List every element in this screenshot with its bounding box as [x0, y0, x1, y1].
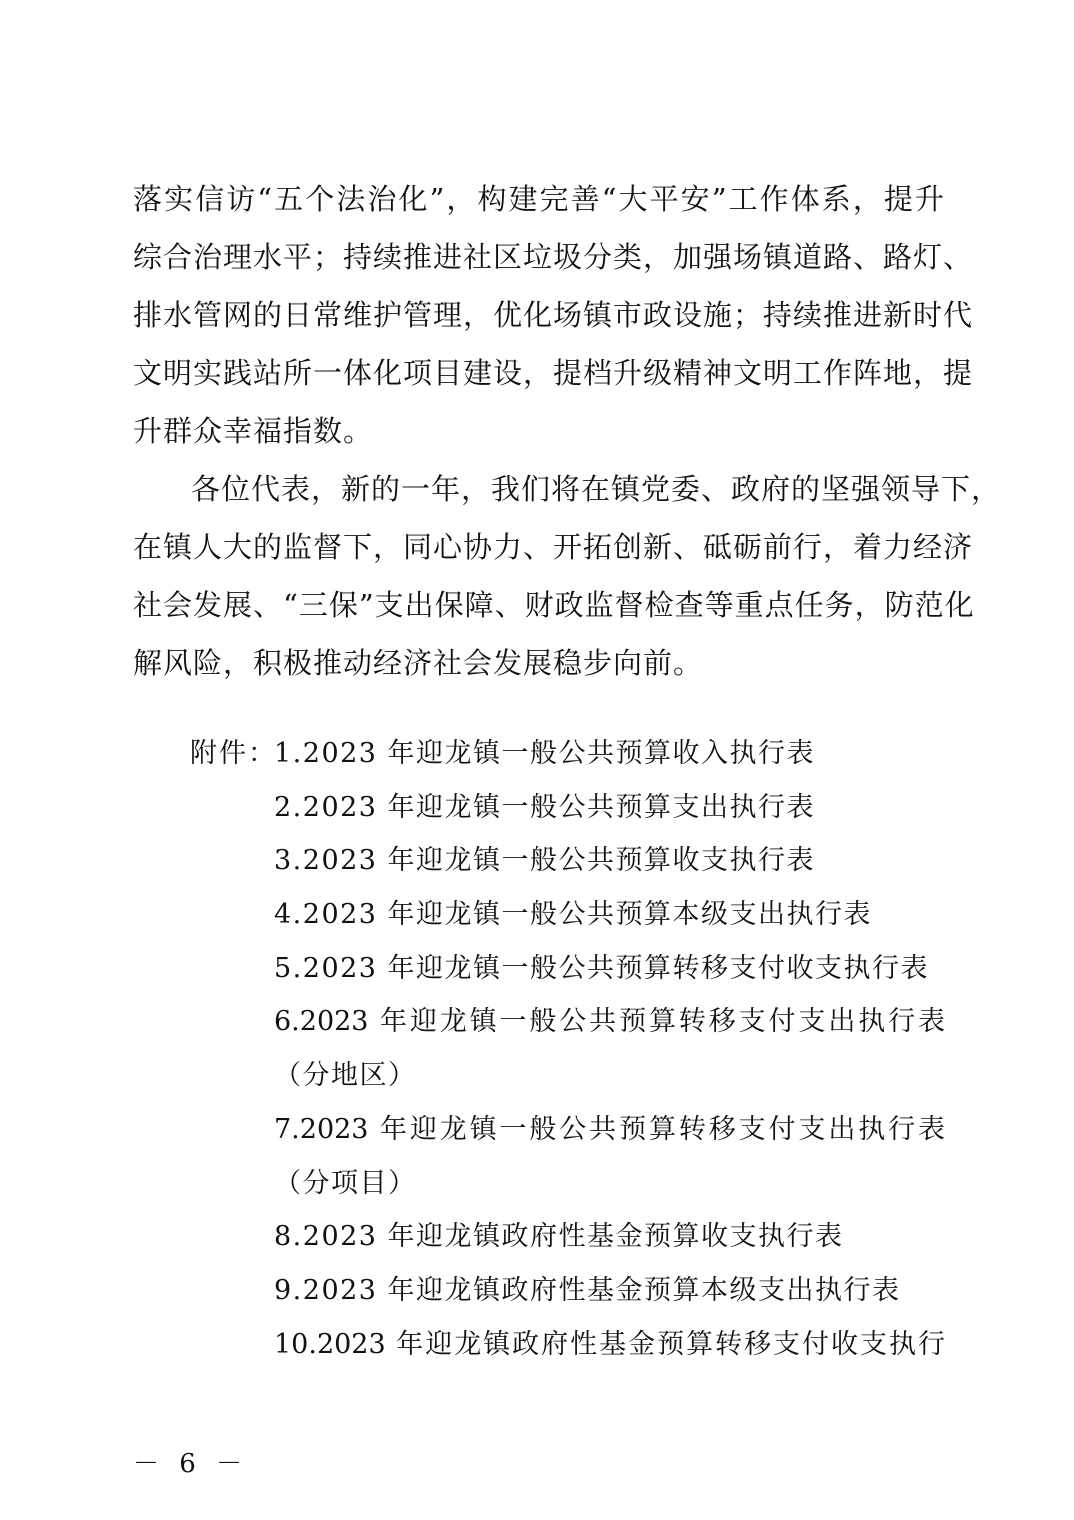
attachment-title: 7.2023 年迎龙镇一般公共预算转移支付支出执行表	[274, 1113, 945, 1145]
attachments-list	[274, 727, 945, 1371]
attachment-item	[274, 1264, 945, 1318]
attachment-title: 8.2023 年迎龙镇政府性基金预算收支执行表	[274, 1221, 844, 1253]
attachment-title: 5.2023 年迎龙镇一般公共预算转移支付收支执行表	[274, 952, 930, 984]
text-line: 排水管网的日常维护管理，优化场镇市政设施；持续推进新时代	[133, 298, 974, 332]
attachment-item	[274, 1318, 945, 1372]
text-line: 落实信访“五个法治化”，构建完善“大平安”工作体系，提升	[133, 182, 945, 216]
attachment-title: 2.2023 年迎龙镇一般公共预算支出执行表	[274, 791, 816, 823]
attachment-item	[274, 1210, 945, 1264]
page-number: － 6 －	[133, 1449, 249, 1479]
attachment-item	[274, 781, 945, 835]
text-line: 社会发展、“三保”支出保障、财政监督检查等重点任务，防范化	[133, 588, 975, 622]
attachment-title: 9.2023 年迎龙镇政府性基金预算本级支出执行表	[274, 1274, 901, 1306]
attachment-title: 1.2023 年迎龙镇一般公共预算收入执行表	[274, 738, 816, 769]
attachment-item	[274, 1103, 945, 1210]
paragraph-2	[133, 460, 1002, 692]
text-line: 各位代表，新的一年，我们将在镇党委、政府的坚强领导下，	[191, 472, 1002, 506]
attachment-item	[274, 727, 945, 781]
attachment-title: 10.2023 年迎龙镇政府性基金预算转移支付收支执行	[274, 1328, 945, 1360]
text-line: 综合治理水平；持续推进社区垃圾分类，加强场镇道路、路灯、	[133, 240, 974, 274]
attachment-item	[274, 834, 945, 888]
text-line: 在镇人大的监督下，同心协力、开拓创新、砥砺前行，着力经济	[133, 530, 974, 564]
attachment-item	[274, 995, 945, 1102]
text-line: 解风险，积极推动经济社会发展稳步向前。	[133, 646, 704, 680]
text-line: 文明实践站所一体化项目建设，提档升级精神文明工作阵地，提	[133, 356, 974, 390]
text-line: 升群众幸福指数。	[133, 414, 374, 448]
attachment-title-continued: （分项目）	[274, 1167, 417, 1199]
attachment-item	[274, 888, 945, 942]
attachment-title: 4.2023 年迎龙镇一般公共预算本级支出执行表	[274, 899, 873, 931]
attachment-title: 6.2023 年迎龙镇一般公共预算转移支付支出执行表	[274, 1006, 945, 1038]
attachments-label: 附件：	[190, 738, 277, 769]
paragraph-1	[133, 170, 974, 460]
attachment-title: 3.2023 年迎龙镇一般公共预算收支执行表	[274, 845, 816, 877]
attachment-title-continued: （分地区）	[274, 1060, 417, 1092]
attachment-item	[274, 942, 945, 996]
